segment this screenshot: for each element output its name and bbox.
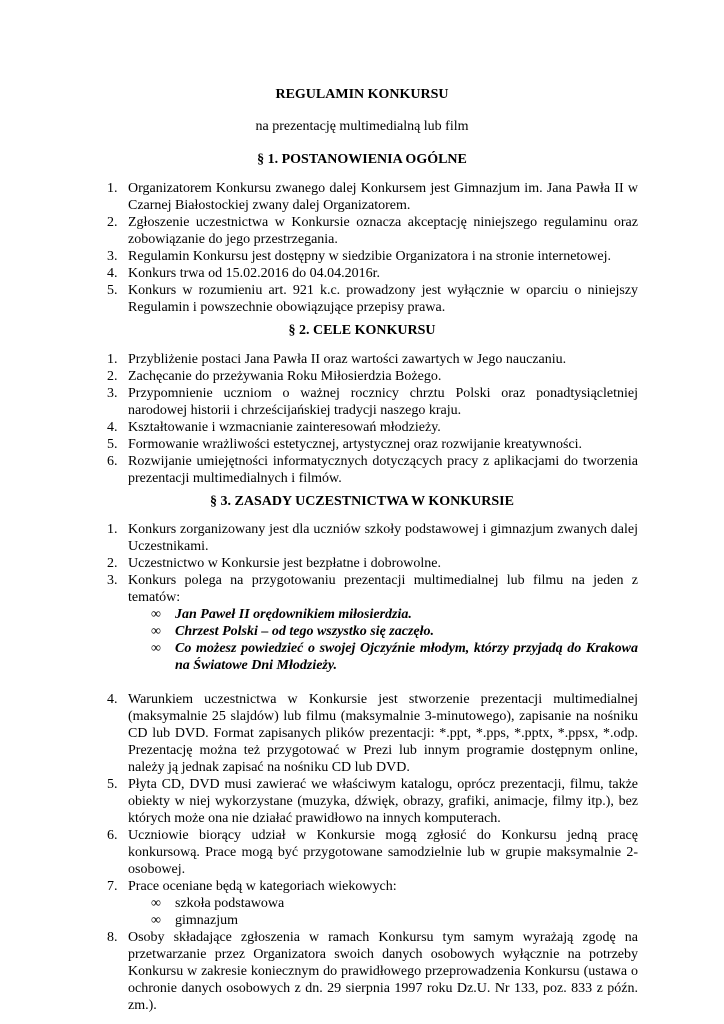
item-number: 7. [107,879,118,894]
topic-item [151,623,638,640]
list-item [107,180,638,214]
item-number: 5. [107,283,118,298]
topic-item [151,606,638,623]
category-item [151,912,638,929]
item-number: 4. [107,420,118,435]
item-text: Konkurs w rozumieniu art. 921 k.c. prowadzony jest wyłącznie w oparciu o niniejszy Regulamin i powszechnie obowiązujące przepisy prawa. [128,283,638,315]
document-title: REGULAMIN KONKURSU [275,87,449,102]
list-item [107,368,638,385]
section-3-list [107,521,638,1014]
item-text: Organizatorem Konkursu zwanego dalej Konkursem jest Gimnazjum im. Jana Pawła II w Czarnej Białostockiej zwany dalej Organizatorem. [128,181,638,213]
item-number: 1. [107,181,118,196]
document-subtitle: na prezentację multimedialną lub film [255,119,469,134]
infinity-bullet-icon: ∞ [151,641,161,656]
category-text: szkoła podstawowa [175,896,285,911]
list-item [107,265,638,282]
list-item [107,214,638,248]
item-text: Prace oceniane będą w kategoriach wiekowych: [128,879,397,894]
section-2-heading: § 2. CELE KONKURSU [288,323,436,338]
list-item [107,572,638,674]
infinity-bullet-icon: ∞ [151,896,161,911]
item-number: 6. [107,828,118,843]
section-1-list [107,180,638,316]
item-number: 1. [107,352,118,367]
item-number: 2. [107,215,118,230]
item-number: 3. [107,573,118,588]
infinity-bullet-icon: ∞ [151,913,161,928]
item-text: Konkurs trwa od 15.02.2016 do 04.04.2016r. [128,266,380,281]
item-number: 1. [107,522,118,537]
list-item [107,691,638,776]
item-number: 2. [107,369,118,384]
item-number: 4. [107,692,118,707]
item-text: Formowanie wrażliwości estetycznej, artystycznej oraz rozwijanie kreatywności. [128,437,583,452]
item-text: Rozwijanie umiejętności informatycznych dotyczących pracy z aplikacjami do tworzenia prezentacji multimedialnych i filmów. [128,454,638,486]
list-item [107,929,638,1014]
item-number: 3. [107,386,118,401]
list-item [107,385,638,419]
item-text: Zgłoszenie uczestnictwa w Konkursie oznacza akceptację niniejszego regulaminu oraz zobowiązanie do jego przestrzegania. [128,215,638,247]
topic-item [151,640,638,674]
section-3-heading: § 3. ZASADY UCZESTNICTWA W KONKURSIE [210,494,514,509]
section-1-heading: § 1. POSTANOWIENIA OGÓLNE [257,152,467,167]
item-text: Konkurs zorganizowany jest dla uczniów szkoły podstawowej i gimnazjum zwanych dalej Uczestnikami. [128,522,638,554]
item-text: Płyta CD, DVD musi zawierać we właściwym katalogu, oprócz prezentacji, filmu, także obiekty w niej wykorzystane (muzyka, dźwięk, obrazy, grafiki, animacje, filmy itp.), bez których może ona nie działać prawidłowo na innych komputerach. [128,777,638,826]
list-item [107,878,638,929]
list-item [107,521,638,555]
list-item [107,282,638,316]
item-text: Przypomnienie uczniom o ważnej rocznicy chrztu Polski oraz ponadtysiącletniej narodowej historii i chrześcijańskiej tradycji naszego kraju. [128,386,638,418]
infinity-bullet-icon: ∞ [151,607,161,622]
infinity-bullet-icon: ∞ [151,624,161,639]
topic-text: Jan Paweł II orędownikiem miłosierdzia. [175,607,412,622]
item-number: 4. [107,266,118,281]
list-item [107,248,638,265]
list-item [107,351,638,368]
list-item [107,453,638,487]
category-text: gimnazjum [175,913,238,928]
list-item [107,436,638,453]
item-text: Uczestnictwo w Konkursie jest bezpłatne i dobrowolne. [128,556,441,571]
category-list [151,895,638,929]
item-number: 5. [107,777,118,792]
topic-text: Chrzest Polski – od tego wszystko się zaczęło. [175,624,435,639]
item-text: Warunkiem uczestnictwa w Konkursie jest stworzenie prezentacji multimedialnej (maksymalnie 25 slajdów) lub filmu (maksymalnie 3-minutowego), zapisanie na nośniku CD lub DVD. Format zapisanych plików prezentacji: *.ppt, *.pps, *.pptx, *.ppsx, *.odp. Prezentację można też przygotować w Prezi lub innym programie dostępnym online, należy ją jednak zapisać na nośniku CD lub DVD. [128,692,638,775]
list-item [107,776,638,827]
item-text: Zachęcanie do przeżywania Roku Miłosierdzia Bożego. [128,369,442,384]
item-number: 8. [107,930,118,945]
item-text: Kształtowanie i wzmacnianie zainteresowań młodzieży. [128,420,441,435]
list-item [107,827,638,878]
category-item [151,895,638,912]
item-number: 3. [107,249,118,264]
list-item [107,419,638,436]
item-number: 6. [107,454,118,469]
item-number: 2. [107,556,118,571]
topic-text: Co możesz powiedzieć o swojej Ojczyźnie młodym, którzy przyjadą do Krakowa na Światowe Dni Młodzieży. [175,641,638,673]
topic-list [151,606,638,674]
item-text: Konkurs polega na przygotowaniu prezentacji multimedialnej lub filmu na jeden z tematów: [128,573,638,605]
item-text: Uczniowie biorący udział w Konkursie mogą zgłosić do Konkursu jedną pracę konkursową. Prace mogą być przygotowane samodzielnie lub w grupie maksymalnie 2-osobowej. [128,828,638,877]
item-text: Osoby składające zgłoszenia w ramach Konkursu tym samym wyrażają zgodę na przetwarzanie przez Organizatora swoich danych osobowych wyłącznie na potrzeby Konkursu w zakresie koniecznym do prawidłowego przeprowadzenia Konkursu (ustawa o ochronie danych osobowych z dn. 29 sierpnia 1997 roku Dz.U. Nr 133, poz. 833 z późn. zm.). [128,930,638,1013]
section-2-list [107,351,638,487]
item-text: Przybliżenie postaci Jana Pawła II oraz wartości zawartych w Jego nauczaniu. [128,352,567,367]
item-number: 5. [107,437,118,452]
list-item [107,555,638,572]
item-text: Regulamin Konkursu jest dostępny w siedzibie Organizatora i na stronie internetowej. [128,249,612,264]
